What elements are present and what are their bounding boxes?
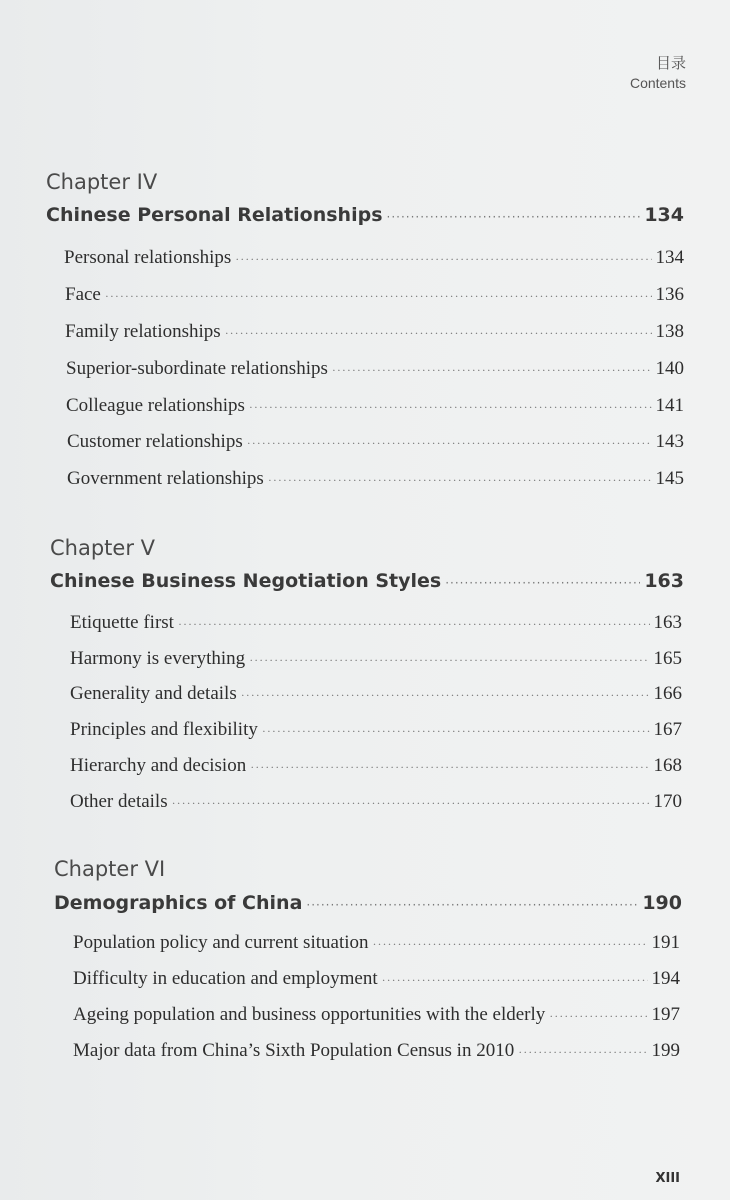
entry-page: 134 xyxy=(655,247,684,268)
toc-entry[interactable] xyxy=(70,791,682,813)
leader-dots xyxy=(241,688,650,703)
entry-title: Government relationships xyxy=(67,468,264,489)
leader-dots xyxy=(332,363,652,378)
entry-page: 140 xyxy=(655,358,684,379)
entry-title: Etiquette first xyxy=(70,612,174,633)
toc-entry[interactable] xyxy=(73,968,680,990)
entry-title: Population policy and current situation xyxy=(73,932,369,953)
running-header xyxy=(630,54,686,92)
entry-title: Ageing population and business opportunities with the elderly xyxy=(73,1004,546,1025)
entry-page: 199 xyxy=(651,1040,680,1061)
leader-dots xyxy=(445,576,640,590)
chapter-title: Chinese Business Negotiation Styles xyxy=(50,570,442,592)
entry-title: Harmony is everything xyxy=(70,648,246,669)
toc-entry[interactable] xyxy=(70,719,682,741)
leader-dots xyxy=(249,400,652,415)
leader-dots xyxy=(249,653,649,668)
chapter-heading[interactable] xyxy=(54,892,682,914)
entry-page: 197 xyxy=(651,1004,680,1025)
leader-dots xyxy=(250,760,649,775)
header-title-zh: 目录 xyxy=(655,55,686,72)
leader-dots xyxy=(387,210,641,224)
toc-entry[interactable] xyxy=(65,321,684,343)
entry-page: 145 xyxy=(655,468,684,489)
entry-title: Family relationships xyxy=(65,321,221,342)
entry-title: Colleague relationships xyxy=(66,395,245,416)
toc-entry[interactable] xyxy=(70,755,682,777)
toc-entry[interactable] xyxy=(73,1004,680,1026)
toc-entry[interactable] xyxy=(67,431,684,453)
entry-page: 136 xyxy=(655,284,684,305)
entry-page: 168 xyxy=(653,755,682,776)
leader-dots xyxy=(373,937,648,952)
leader-dots xyxy=(235,252,651,267)
entry-page: 194 xyxy=(651,968,680,989)
chapter-title: Demographics of China xyxy=(54,892,303,914)
chapter-page: 163 xyxy=(644,570,684,592)
header-title-en: Contents xyxy=(629,75,686,91)
chapter-page: 134 xyxy=(644,204,684,226)
leader-dots xyxy=(105,289,652,304)
chapter-title: Chinese Personal Relationships xyxy=(46,204,383,226)
entry-page: 141 xyxy=(655,395,684,416)
chapter-heading[interactable] xyxy=(46,204,684,226)
entry-title: Superior-subordinate relationships xyxy=(66,358,328,379)
entry-page: 170 xyxy=(653,791,682,812)
chapter-label: Chapter V xyxy=(50,536,155,560)
toc-entry[interactable] xyxy=(73,1040,680,1062)
toc-entry[interactable] xyxy=(67,468,684,490)
toc-entry[interactable] xyxy=(65,284,684,306)
entry-page: 163 xyxy=(653,612,682,633)
entry-title: Generality and details xyxy=(70,683,237,704)
leader-dots xyxy=(178,617,650,632)
entry-page: 138 xyxy=(655,321,684,342)
entry-page: 167 xyxy=(653,719,682,740)
entry-title: Major data from China’s Sixth Population Census in 2010 xyxy=(73,1040,515,1061)
leader-dots xyxy=(268,473,652,488)
chapter-label: Chapter IV xyxy=(46,170,158,194)
page-number: XIII xyxy=(655,1171,680,1186)
entry-page: 191 xyxy=(651,932,680,953)
entry-title: Hierarchy and decision xyxy=(70,755,247,776)
entry-title: Other details xyxy=(70,791,168,812)
entry-page: 166 xyxy=(653,683,682,704)
leader-dots xyxy=(247,436,652,451)
entry-title: Customer relationships xyxy=(67,431,243,452)
leader-dots xyxy=(382,973,648,988)
entry-title: Difficulty in education and employment xyxy=(73,968,378,989)
leader-dots xyxy=(306,898,638,912)
entry-page: 165 xyxy=(653,648,682,669)
leader-dots xyxy=(225,326,652,341)
entry-title: Face xyxy=(65,284,101,305)
leader-dots xyxy=(518,1045,647,1060)
leader-dots xyxy=(549,1009,647,1024)
leader-dots xyxy=(172,796,650,811)
entry-title: Personal relationships xyxy=(64,247,232,268)
chapter-page: 190 xyxy=(642,892,682,914)
entry-title: Principles and flexibility xyxy=(70,719,258,740)
toc-entry[interactable] xyxy=(70,648,682,670)
entry-page: 143 xyxy=(655,431,684,452)
toc-entry[interactable] xyxy=(66,395,684,417)
toc-entry[interactable] xyxy=(64,247,684,269)
toc-entry[interactable] xyxy=(73,932,680,954)
chapter-label: Chapter VI xyxy=(54,857,166,881)
toc-entry[interactable] xyxy=(70,612,682,634)
toc-entry[interactable] xyxy=(66,358,684,380)
chapter-heading[interactable] xyxy=(50,570,684,592)
leader-dots xyxy=(262,724,650,739)
toc-entry[interactable] xyxy=(70,683,682,705)
